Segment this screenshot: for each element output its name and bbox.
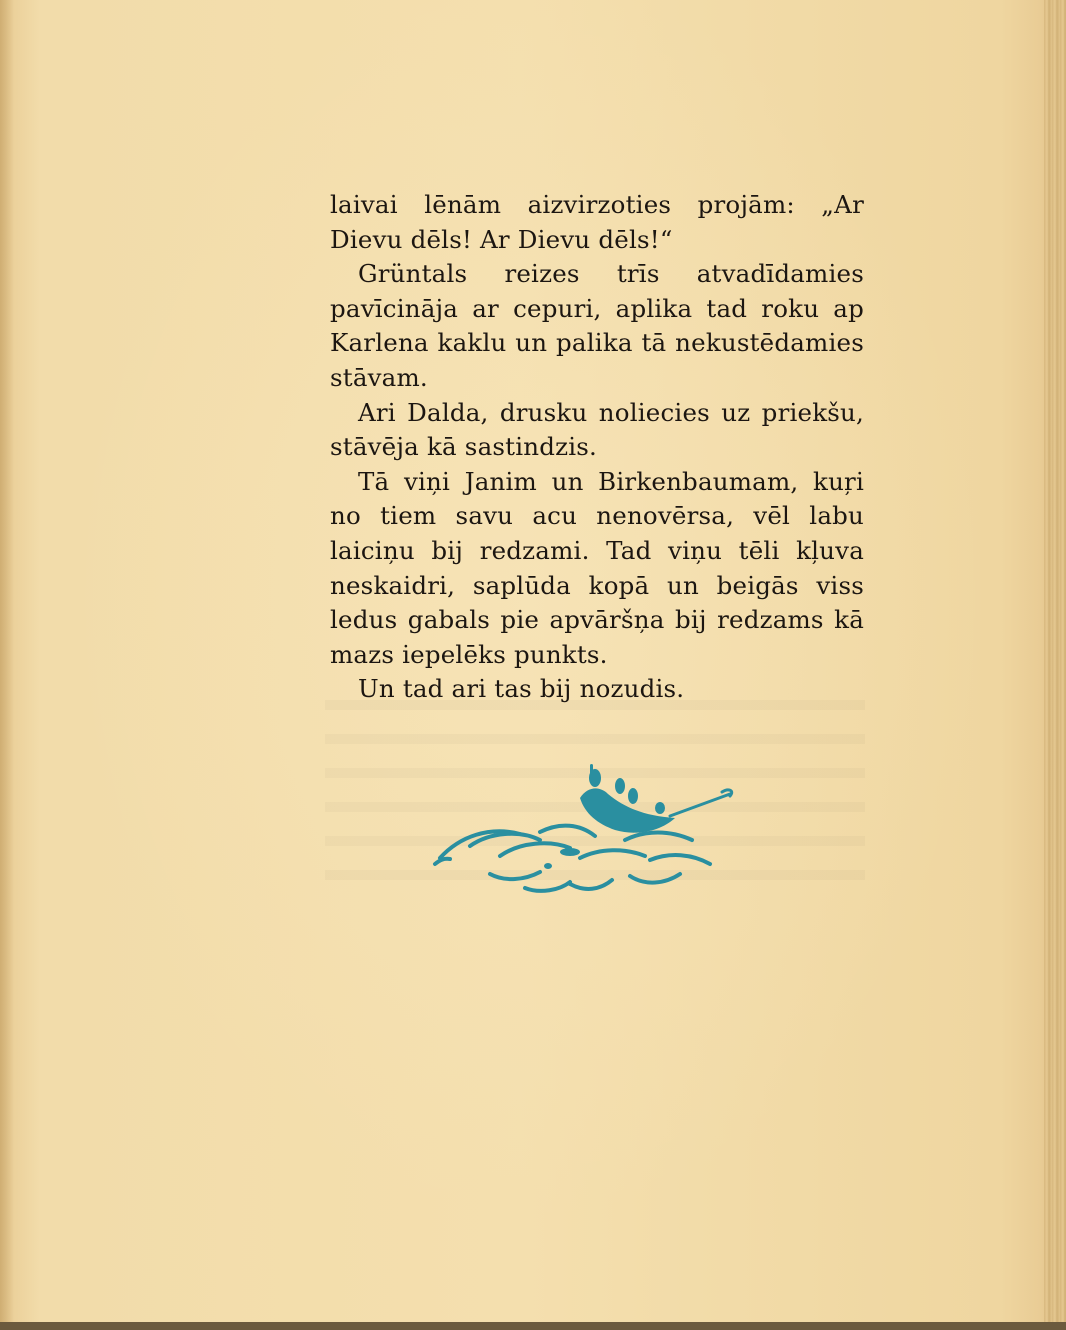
page-gutter-shadow [0,0,14,1330]
paragraph: laivai lēnām aizvirzoties projām: „Ar Dievu dēls! Ar Dievu dēls!“ [330,190,864,254]
paragraph: Un tad ari tas bij nozudis. [358,674,685,704]
body-text [330,188,864,707]
page-fore-edge [1044,0,1066,1330]
scan-border [0,1322,1066,1330]
paragraph: Ari Dalda, drusku noliecies uz priekšu, stāvēja kā sastindzis. [330,397,864,462]
paragraph: Tā viņi Janim un Birkenbaumam, kuŗi no tiem savu acu nenovērsa, vēl labu laiciņu bij redzami. Tad viņu tēli kļuva neskaidri, saplūda kopā un beigās viss ledus gabals pie apvāršņa bij redzams kā mazs iepelēks punkts. [330,466,864,669]
paragraph: Grüntals reizes trīs atvadīdamies pavīcināja ar cepuri, aplika tad roku ap Karlena kaklu un palika tā nekustēdamies stāvam. [330,259,864,392]
boat-on-waves-icon [430,756,750,906]
